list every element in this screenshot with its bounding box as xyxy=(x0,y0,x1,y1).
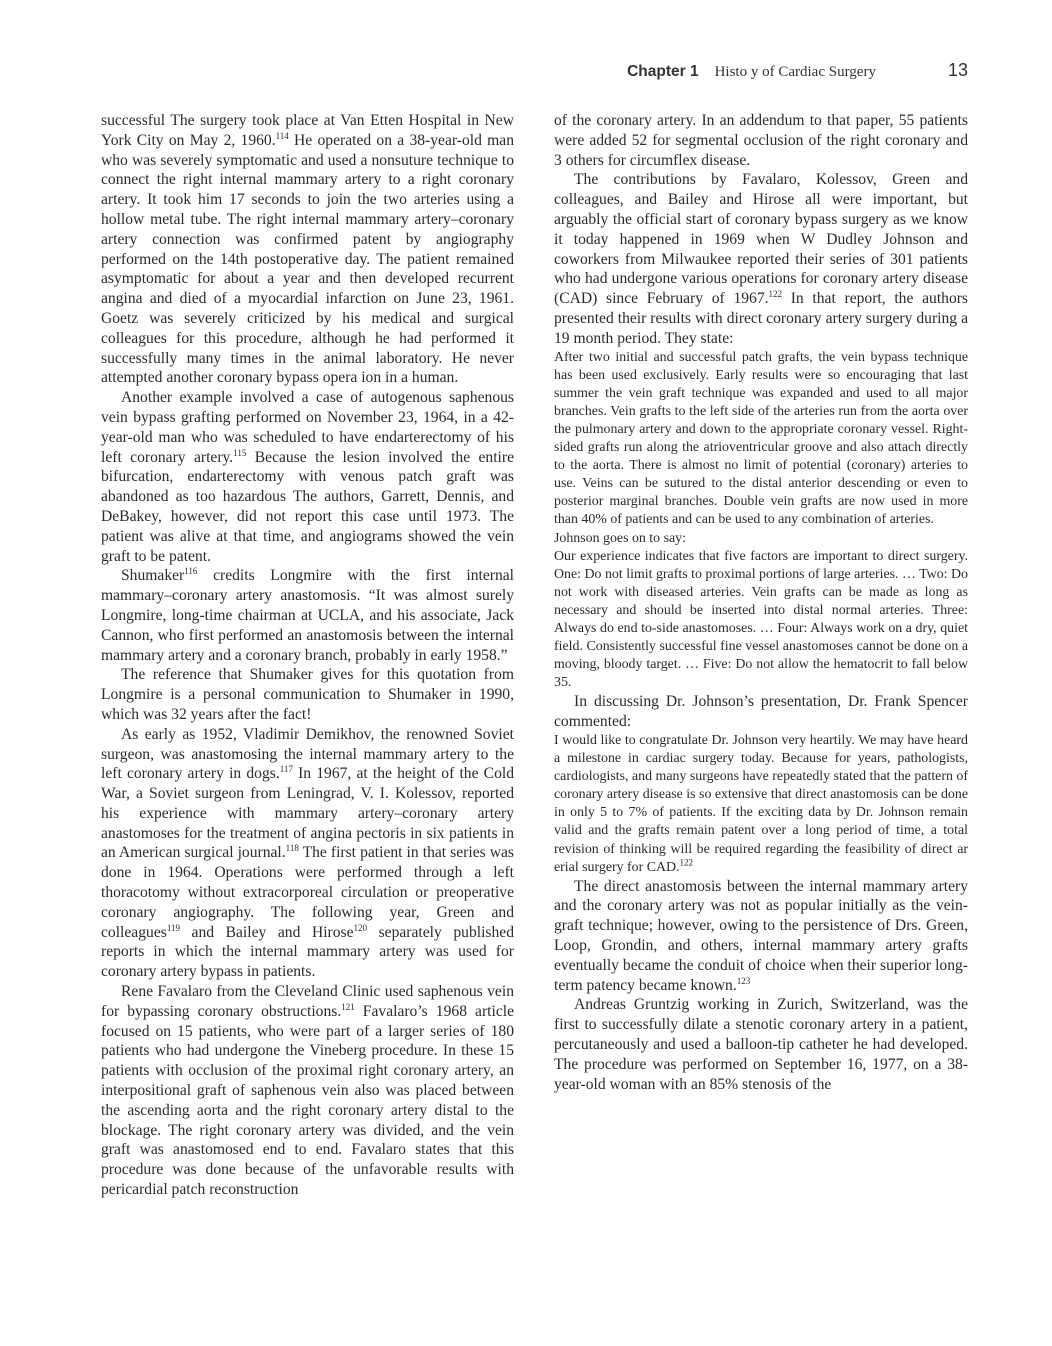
block-quote-lead: Johnson goes on to say: xyxy=(554,530,686,546)
paragraph: The contributions by Favalaro, Kolessov, Green and colleagues, and Bailey and Hirose all were important, but arguably the official start of coronary bypass surgery as we know it today happened in 1969 when W Dudley Johnson and coworkers from Milwaukee reported their series of 301 patients who had undergone various operations for coronary artery disease (CAD) since February of 1967.$^{122}$ In that report, the authors presented their results with direct coronary artery surgery during a 19 month period. They state: xyxy=(554,171,969,347)
block-quote: After two initial and successful patch grafts, the vein bypass technique has been used exclusively. Early results were so encouraging that last summer the vein graft technique was expanded and used to all major branches. Vein grafts to the left side of the arteries run from the aorta over the pulmonary artery and down to the appropriate coronary vessel. Right-sided grafts run along the atrioventricular groove and also attach directly to the aorta. There is almost no limit of potential (coronary) arteries to use. Veins can be sutured to the distal anterior descending or even to posterior marginal branches. Double vein grafts are now used in more than 40% of patients and can be used to any combination of arteries. xyxy=(554,349,968,528)
paragraph: The direct anastomosis between the internal mammary artery and the coronary artery was not as popular initially as the vein-graft technique; however, owing to the persistence of Drs. Green, Loop, Grondin, and others, internal mammary artery grafts eventually became the conduit of choice when their superior long-term patency became known.$^{123}$ xyxy=(554,877,968,994)
block-quote: I would like to congratulate Dr. Johnson very heartily. We may have heard a milestone in cardiac surgery today. Because for years, pathologists, cardiologists, and many surgeons have repeatedly stated that the pattern of coronary artery disease is so extensive that direct anastomosis can be done in only 5 to 7% of patients. If the exciting data by Dr. Johnson remain valid and the grafts remain patent over a long period of time, a total revision of thinking will be required regarding the feasibility of direct ar erial surgery for CAD.$^{122}$ xyxy=(554,732,968,875)
paragraph: In discussing Dr. Johnson’s presentation, Dr. Frank Spencer commented: xyxy=(554,693,968,731)
citation: 116 xyxy=(184,566,198,577)
citation: 122 xyxy=(768,288,783,299)
left-column xyxy=(101,111,514,1200)
citation: 120 xyxy=(353,922,368,933)
block-quote: Our experience indicates that five factors are important to direct surgery. One: Do not limit grafts to proximal portions of large arteries. … Two: Do not work with diseased arteries. Vein grafts can be made as long as necessary and should be inserted into distal normal arteries. Three: Always do end to-side anastomoses. … Four: Always work on a dry, quiet field. Consistently successful fine vessel anastomoses cannot be done on a moving, bloody target. … Five: Do not allow the hematocrit to fall below 35. xyxy=(554,548,968,691)
paragraph: Shumaker$^{116}$ credits Longmire with the first internal mammary–coronary artery anastomosis. “It was almost surely Longmire, long-time chairman at UCLA, and his associate, Jack Cannon, who first performed an anastomosis between the internal mammary artery and a coronary branch, probably in early 1958.” xyxy=(101,566,514,664)
citation: 121 xyxy=(341,1001,355,1012)
citation: 115 xyxy=(233,447,247,458)
chapter-label: Chapter 1 xyxy=(627,63,699,80)
paragraph: successful The surgery took place at Van Etten Hospital in New York City on May 2, 1960.$^{114}$ He operated on a 38-year-old man who was severely symptomatic and used a nonsuture technique to connect the right internal mammary artery to a right coronary artery. It took him 17 seconds to join the two arteries using a hollow metal tube. The right internal mammary artery–coronary artery connection was confirmed patent by angiography performed on the 14th postoperative day. The patient remained asymptomatic for about a year and then developed recurrent angina and died of a myocardial infarction on June 23, 1961. Goetz was severely criticized by his medical and surgical colleagues for this procedure, although he had performed it successfully many times in the animal laboratory. He never attempted another coronary bypass opera ion in a human. xyxy=(101,112,514,387)
paragraph: Rene Favalaro from the Cleveland Clinic used saphenous vein for bypassing coronary obstructions.$^{121}$ Favalaro’s 1968 article focused on 15 patients, who were part of a larger series of 180 patients who had undergone the Vineberg procedure. In these 15 patients with occlusion of the proximal right coronary artery, an interpositional graft of saphenous vein also was placed between the ascending aorta and the right coronary artery distal to the blockage. The right coronary artery was divided, and the vein graft was anastomosed end to end. Favalaro states that this procedure was done because of the unfavorable results with pericardial patch reconstruction xyxy=(101,983,514,1199)
paragraph: As early as 1952, Vladimir Demikhov, the renowned Soviet surgeon, was anastomosing the internal mammary artery to the left coronary artery in dogs.$^{117}$ In 1967, at the height of the Cold War, a Soviet surgeon from Leningrad, V. I. Kolessov, reported his experience with mammary artery–coronary artery anastomoses for the treatment of angina pectoris in six patients in an American surgical journal.$^{118}$ The first patient in that series was done in 1964. Operations were performed through a left thoracotomy without extracorporeal circulation or preoperative coronary angiography. The following year, Green and colleagues$^{119}$ and Bailey and Hirose$^{120}$ separately published reports in which the internal mammary artery was used for coronary artery bypass in patients. xyxy=(101,725,514,981)
citation: 123 xyxy=(736,975,751,986)
paragraph: The reference that Shumaker gives for this quotation from Longmire is a personal communication to Shumaker in 1990, which was 32 years after the fact! xyxy=(101,666,514,723)
citation: 117 xyxy=(279,764,293,775)
running-header xyxy=(627,60,968,81)
page-number: 13 xyxy=(947,60,968,80)
citation: 119 xyxy=(166,922,180,933)
paragraph: of the coronary artery. In an addendum to that paper, 55 patients were added 52 for segmental occlusion of the right coronary and 3 others for circumflex disease. xyxy=(554,112,968,169)
paragraph: Andreas Gruntzig working in Zurich, Switzerland, was the first to successfully dilate a stenotic coronary artery in a patient, percutaneously and used a balloon-tip catheter he had developed. The procedure was performed on September 16, 1977, on a 38-year-old woman with an 85% stenosis of the xyxy=(554,996,968,1093)
citation: 118 xyxy=(285,843,299,854)
right-column xyxy=(554,111,968,1094)
paragraph: Another example involved a case of autogenous saphenous vein bypass grafting performed on November 23, 1964, in a 42-year-old man who was scheduled to have endarterectomy of his left coronary artery.$^{115}$ Because the lesion involved the entire bifurcation, endarterectomy with venous patch graft was abandoned as too hazardous The authors, Garrett, Dennis, and DeBakey, however, did not report this case until 1973. The patient was alive at that time, and angiograms showed the vein graft to be patent. xyxy=(101,389,515,565)
chapter-title: Histo y of Cardiac Surgery xyxy=(714,64,876,80)
citation: 122 xyxy=(679,856,693,867)
citation: 114 xyxy=(275,130,289,141)
